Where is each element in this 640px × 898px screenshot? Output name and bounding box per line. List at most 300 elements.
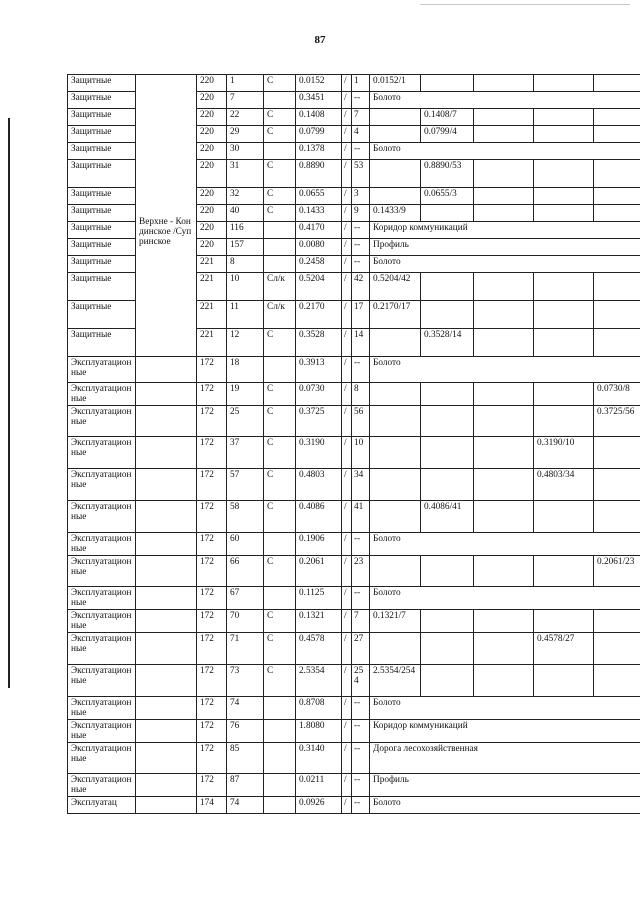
forest-type-cell [264,774,296,797]
volume-cell: 41 [352,501,370,533]
location-cell [136,556,197,587]
volume-cell: 23 [352,556,370,587]
volume-cell: 14 [352,329,370,357]
plot-number-cell: 157 [227,239,264,256]
volume-breakdown-cell [370,188,421,205]
forest-type-cell [264,256,296,273]
volume-breakdown-cell: 0.1408/7 [421,109,474,126]
area-cell: 2.5354 [296,665,342,697]
location-cell [136,469,197,501]
forest-category-cell: Защитные [68,109,136,126]
forest-type-cell [264,720,296,743]
volume-breakdown-cell [370,109,421,126]
quarter-number-cell: 172 [197,501,227,533]
separator-cell: / [342,75,352,92]
volume-breakdown-cell [594,665,640,697]
table-row [68,533,640,556]
volume-cell: 34 [352,469,370,501]
location-cell [136,665,197,697]
volume-breakdown-cell [474,109,534,126]
table-row [68,587,640,610]
area-cell: 0.0152 [296,75,342,92]
volume-cell: 17 [352,301,370,329]
volume-cell: 10 [352,437,370,469]
location-cell [136,406,197,437]
plot-number-cell: 116 [227,222,264,239]
volume-breakdown-cell [474,437,534,469]
table-row [68,383,640,406]
forest-type-cell [264,222,296,239]
forest-category-cell: Эксплуатационные [68,587,136,610]
volume-cell: -- [352,587,370,610]
volume-breakdown-cell [474,301,534,329]
forest-type-cell [264,797,296,814]
table-row [68,469,640,501]
volume-breakdown-cell [594,329,640,357]
area-cell: 0.1321 [296,610,342,633]
forest-type-cell: С [264,205,296,222]
forest-type-cell: С [264,406,296,437]
separator-cell: / [342,469,352,501]
volume-breakdown-cell [534,160,594,188]
table-row [68,357,640,383]
land-note-cell: Болото [370,256,640,273]
volume-cell: 56 [352,406,370,437]
forest-type-cell [264,533,296,556]
quarter-number-cell: 220 [197,75,227,92]
forest-type-cell: С [264,633,296,665]
separator-cell: / [342,437,352,469]
table-row [68,75,640,92]
volume-cell: -- [352,533,370,556]
forest-type-cell [264,697,296,720]
forest-category-cell: Защитные [68,329,136,357]
quarter-number-cell: 172 [197,587,227,610]
volume-cell: -- [352,239,370,256]
volume-breakdown-cell [594,75,640,92]
forest-category-cell: Защитные [68,143,136,160]
land-note-cell: Дорога лесохозяйственная [370,743,640,774]
location-cell [136,437,197,469]
volume-cell: -- [352,222,370,239]
forest-category-cell: Эксплуатационные [68,556,136,587]
forest-category-cell: Эксплуатац [68,797,136,814]
top-rule [420,4,630,5]
area-cell: 0.3190 [296,437,342,469]
area-cell: 0.1906 [296,533,342,556]
quarter-number-cell: 221 [197,301,227,329]
plot-number-cell: 40 [227,205,264,222]
volume-breakdown-cell [594,469,640,501]
volume-breakdown-cell [370,383,421,406]
volume-breakdown-cell [594,109,640,126]
page-number: 87 [314,34,326,46]
volume-cell: 7 [352,109,370,126]
forest-type-cell [264,743,296,774]
volume-breakdown-cell [474,383,534,406]
area-cell: 0.0211 [296,774,342,797]
forest-category-cell: Эксплуатационные [68,501,136,533]
plot-number-cell: 70 [227,610,264,633]
area-cell: 1.8080 [296,720,342,743]
forest-type-cell: С [264,665,296,697]
plot-number-cell: 25 [227,406,264,437]
volume-breakdown-cell [474,501,534,533]
forest-category-cell: Защитные [68,92,136,109]
location-cell [136,501,197,533]
location-cell [136,383,197,406]
volume-cell: -- [352,143,370,160]
forest-type-cell: С [264,126,296,143]
plot-number-cell: 18 [227,357,264,383]
separator-cell: / [342,301,352,329]
quarter-number-cell: 172 [197,697,227,720]
plot-number-cell: 10 [227,273,264,301]
area-cell: 0.2061 [296,556,342,587]
quarter-number-cell: 220 [197,109,227,126]
volume-breakdown-cell [421,633,474,665]
plot-number-cell: 1 [227,75,264,92]
separator-cell: / [342,205,352,222]
volume-breakdown-cell [474,556,534,587]
volume-breakdown-cell [370,329,421,357]
quarter-number-cell: 172 [197,665,227,697]
land-note-cell: Болото [370,533,640,556]
volume-breakdown-cell [534,75,594,92]
volume-breakdown-cell [534,610,594,633]
forest-category-cell: Эксплуатационные [68,406,136,437]
quarter-number-cell: 220 [197,188,227,205]
volume-breakdown-cell: 0.5204/42 [370,273,421,301]
area-cell: 0.4170 [296,222,342,239]
volume-breakdown-cell: 0.4578/27 [534,633,594,665]
quarter-number-cell: 221 [197,273,227,301]
location-cell [136,587,197,610]
volume-cell: -- [352,720,370,743]
separator-cell: / [342,797,352,814]
forest-type-cell [264,143,296,160]
volume-breakdown-cell [421,75,474,92]
location-cell [136,774,197,797]
quarter-number-cell: 172 [197,610,227,633]
table-row [68,610,640,633]
forest-category-cell: Защитные [68,205,136,222]
volume-breakdown-cell [370,633,421,665]
table-row [68,720,640,743]
location-cell: Верхне - Кондинское /Супринское [136,75,197,357]
quarter-number-cell: 221 [197,256,227,273]
volume-breakdown-cell [534,406,594,437]
separator-cell: / [342,610,352,633]
separator-cell: / [342,143,352,160]
area-cell: 0.8708 [296,697,342,720]
volume-breakdown-cell: 0.4803/34 [534,469,594,501]
quarter-number-cell: 220 [197,239,227,256]
plot-number-cell: 8 [227,256,264,273]
volume-breakdown-cell: 0.3528/14 [421,329,474,357]
plot-number-cell: 11 [227,301,264,329]
area-cell: 0.3913 [296,357,342,383]
forest-type-cell: С [264,109,296,126]
volume-breakdown-cell [594,301,640,329]
separator-cell: / [342,357,352,383]
table-row [68,797,640,814]
volume-breakdown-cell [370,406,421,437]
area-cell: 0.2170 [296,301,342,329]
quarter-number-cell: 172 [197,383,227,406]
quarter-number-cell: 172 [197,774,227,797]
volume-cell: 42 [352,273,370,301]
forest-type-cell: С [264,610,296,633]
area-cell: 0.3140 [296,743,342,774]
quarter-number-cell: 172 [197,469,227,501]
volume-breakdown-cell [534,126,594,143]
forest-category-cell: Защитные [68,188,136,205]
forest-category-cell: Защитные [68,239,136,256]
quarter-number-cell: 172 [197,633,227,665]
separator-cell: / [342,222,352,239]
separator-cell: / [342,239,352,256]
volume-breakdown-cell: 0.2061/23 [594,556,640,587]
volume-breakdown-cell [474,75,534,92]
forest-type-cell: С [264,329,296,357]
area-cell: 0.0799 [296,126,342,143]
land-note-cell: Профиль [370,774,640,797]
volume-breakdown-cell [594,160,640,188]
quarter-number-cell: 172 [197,743,227,774]
volume-breakdown-cell [534,188,594,205]
forest-type-cell: С [264,501,296,533]
table-row [68,406,640,437]
forest-type-cell: С [264,437,296,469]
volume-cell: 8 [352,383,370,406]
area-cell: 0.1378 [296,143,342,160]
area-cell: 0.4086 [296,501,342,533]
separator-cell: / [342,273,352,301]
plot-number-cell: 66 [227,556,264,587]
location-cell [136,797,197,814]
volume-breakdown-cell [421,301,474,329]
forest-category-cell: Эксплуатационные [68,469,136,501]
forest-category-cell: Защитные [68,301,136,329]
location-cell [136,633,197,665]
forest-type-cell: С [264,469,296,501]
volume-breakdown-cell [594,188,640,205]
plot-number-cell: 74 [227,697,264,720]
quarter-number-cell: 220 [197,222,227,239]
table-row [68,697,640,720]
table-row [68,556,640,587]
table-row [68,501,640,533]
volume-breakdown-cell [421,556,474,587]
volume-cell: -- [352,797,370,814]
quarter-number-cell: 172 [197,556,227,587]
area-cell: 0.0926 [296,797,342,814]
separator-cell: / [342,160,352,188]
forest-type-cell: С [264,556,296,587]
volume-breakdown-cell: 0.2170/17 [370,301,421,329]
land-note-cell: Болото [370,587,640,610]
land-note-cell: Болото [370,92,640,109]
forest-category-cell: Эксплуатационные [68,665,136,697]
forest-category-cell: Эксплуатационные [68,720,136,743]
volume-breakdown-cell [594,205,640,222]
volume-breakdown-cell [421,665,474,697]
volume-cell: 7 [352,610,370,633]
volume-breakdown-cell [594,126,640,143]
forest-category-cell: Защитные [68,256,136,273]
volume-breakdown-cell [534,273,594,301]
volume-breakdown-cell [534,501,594,533]
forest-category-cell: Эксплуатационные [68,610,136,633]
plot-number-cell: 60 [227,533,264,556]
quarter-number-cell: 220 [197,126,227,143]
volume-breakdown-cell [534,329,594,357]
volume-breakdown-cell [370,437,421,469]
volume-breakdown-cell: 0.3725/56 [594,406,640,437]
land-note-cell: Болото [370,143,640,160]
quarter-number-cell: 220 [197,143,227,160]
volume-breakdown-cell: 0.4086/41 [421,501,474,533]
volume-breakdown-cell [474,160,534,188]
quarter-number-cell: 172 [197,533,227,556]
forest-category-cell: Защитные [68,222,136,239]
separator-cell: / [342,188,352,205]
location-cell [136,610,197,633]
forest-category-cell: Защитные [68,160,136,188]
quarter-number-cell: 220 [197,205,227,222]
volume-cell: -- [352,256,370,273]
forest-category-cell: Эксплуатационные [68,357,136,383]
quarter-number-cell: 174 [197,797,227,814]
plot-number-cell: 19 [227,383,264,406]
forest-category-cell: Эксплуатационные [68,743,136,774]
plot-number-cell: 12 [227,329,264,357]
forest-type-cell [264,92,296,109]
volume-breakdown-cell [421,469,474,501]
forest-type-cell: С [264,188,296,205]
volume-breakdown-cell [534,383,594,406]
volume-breakdown-cell: 0.1433/9 [370,205,421,222]
volume-breakdown-cell: 0.8890/53 [421,160,474,188]
forest-type-cell: С [264,160,296,188]
location-cell [136,357,197,383]
volume-breakdown-cell [594,437,640,469]
area-cell: 0.1125 [296,587,342,610]
area-cell: 0.0730 [296,383,342,406]
volume-breakdown-cell: 0.0655/3 [421,188,474,205]
plot-number-cell: 29 [227,126,264,143]
area-cell: 0.4803 [296,469,342,501]
volume-breakdown-cell [474,469,534,501]
volume-breakdown-cell [534,205,594,222]
volume-cell: -- [352,743,370,774]
volume-cell: -- [352,774,370,797]
separator-cell: / [342,126,352,143]
separator-cell: / [342,329,352,357]
area-cell: 0.3451 [296,92,342,109]
volume-breakdown-cell: 0.1321/7 [370,610,421,633]
volume-breakdown-cell [474,406,534,437]
forest-category-cell: Эксплуатационные [68,533,136,556]
forest-category-cell: Эксплуатационные [68,383,136,406]
land-note-cell: Коридор коммуникаций [370,720,640,743]
separator-cell: / [342,665,352,697]
location-cell [136,533,197,556]
volume-cell: 53 [352,160,370,188]
volume-breakdown-cell [421,610,474,633]
area-cell: 0.1408 [296,109,342,126]
forest-type-cell: С [264,75,296,92]
volume-breakdown-cell [421,205,474,222]
volume-breakdown-cell [594,633,640,665]
volume-breakdown-cell [421,273,474,301]
area-cell: 0.8890 [296,160,342,188]
quarter-number-cell: 221 [197,329,227,357]
table-row [68,633,640,665]
volume-breakdown-cell [474,329,534,357]
plot-number-cell: 32 [227,188,264,205]
volume-breakdown-cell [474,633,534,665]
volume-breakdown-cell [474,205,534,222]
area-cell: 0.0655 [296,188,342,205]
table-row [68,665,640,697]
plot-number-cell: 57 [227,469,264,501]
forest-category-cell: Эксплуатационные [68,697,136,720]
quarter-number-cell: 172 [197,406,227,437]
separator-cell: / [342,720,352,743]
table-row [68,743,640,774]
volume-breakdown-cell [534,665,594,697]
quarter-number-cell: 172 [197,357,227,383]
margin-binding-bar [8,118,10,688]
volume-breakdown-cell [474,188,534,205]
volume-breakdown-cell [421,437,474,469]
quarter-number-cell: 220 [197,92,227,109]
volume-cell: 1 [352,75,370,92]
plot-number-cell: 73 [227,665,264,697]
plot-number-cell: 76 [227,720,264,743]
separator-cell: / [342,406,352,437]
volume-cell: 4 [352,126,370,143]
area-cell: 0.5204 [296,273,342,301]
separator-cell: / [342,633,352,665]
volume-breakdown-cell [370,556,421,587]
plot-number-cell: 74 [227,797,264,814]
location-cell [136,720,197,743]
land-note-cell: Болото [370,697,640,720]
volume-breakdown-cell: 0.3190/10 [534,437,594,469]
forest-category-cell: Защитные [68,126,136,143]
volume-breakdown-cell [534,556,594,587]
volume-cell: 27 [352,633,370,665]
area-cell: 0.1433 [296,205,342,222]
volume-breakdown-cell [370,469,421,501]
land-note-cell: Болото [370,797,640,814]
plot-number-cell: 37 [227,437,264,469]
location-cell [136,697,197,720]
volume-breakdown-cell [594,501,640,533]
plot-number-cell: 30 [227,143,264,160]
forest-category-cell: Эксплуатационные [68,633,136,665]
volume-breakdown-cell [370,126,421,143]
forest-type-cell: Сл/к [264,301,296,329]
separator-cell: / [342,383,352,406]
volume-cell: 254 [352,665,370,697]
volume-breakdown-cell [474,273,534,301]
volume-cell: -- [352,697,370,720]
area-cell: 0.0080 [296,239,342,256]
